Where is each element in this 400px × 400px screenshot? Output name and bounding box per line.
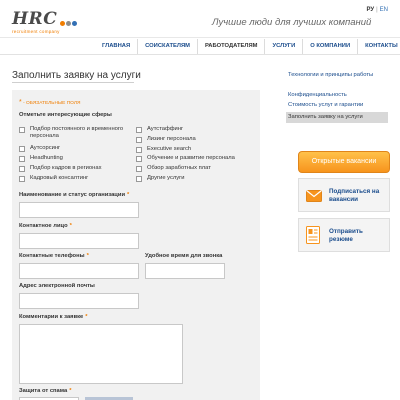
title-underline bbox=[12, 82, 134, 83]
lang-separator: | bbox=[376, 7, 378, 13]
checkbox-executive-search[interactable] bbox=[136, 146, 191, 153]
comment-label bbox=[19, 314, 88, 320]
checkbox-box[interactable] bbox=[136, 127, 142, 133]
nav-item-contacts[interactable]: КОНТАКТЫ bbox=[365, 43, 398, 49]
contact-input[interactable] bbox=[19, 233, 139, 249]
spam-label-text: Защита от спама bbox=[19, 388, 68, 394]
call-time-label: Удобное время для звонка bbox=[145, 253, 223, 259]
email-label: Адрес электронной почты bbox=[19, 283, 95, 289]
checkbox-label: Аутсорсинг bbox=[30, 145, 61, 151]
checkbox-box[interactable] bbox=[19, 156, 25, 162]
logo-dots bbox=[60, 13, 78, 31]
checkbox-regions[interactable] bbox=[19, 165, 101, 172]
checkbox-salary-review[interactable] bbox=[136, 165, 211, 172]
phones-label-text: Контактные телефоны bbox=[19, 253, 85, 259]
main-nav bbox=[0, 39, 400, 54]
nav-item-home[interactable]: ГЛАВНАЯ bbox=[95, 39, 138, 54]
checkbox-label: Подбор постоянного и временного персонала bbox=[30, 126, 124, 139]
email-input[interactable] bbox=[19, 293, 139, 309]
site-header bbox=[0, 0, 400, 38]
checkbox-consulting[interactable] bbox=[19, 175, 88, 182]
sidebar-item-pricing[interactable]: Стоимость услуг и гарантии bbox=[288, 102, 364, 108]
comment-label-text: Комментарии к заявке bbox=[19, 314, 84, 320]
checkbox-outsourcing[interactable] bbox=[19, 145, 60, 152]
required-note-text: - ОБЯЗАТЕЛЬНЫЕ ПОЛЯ bbox=[23, 101, 81, 106]
phones-input[interactable] bbox=[19, 263, 139, 279]
lang-ru[interactable]: РУ bbox=[366, 7, 375, 13]
envelope-icon bbox=[306, 189, 322, 207]
checkbox-label: Обзор заработных плат bbox=[147, 165, 211, 171]
checkbox-label: Аутстаффинг bbox=[147, 126, 184, 132]
header-divider bbox=[0, 37, 400, 38]
required-star: * bbox=[127, 192, 130, 198]
resume-card[interactable] bbox=[298, 218, 390, 252]
org-label bbox=[19, 192, 129, 198]
org-input[interactable] bbox=[19, 202, 139, 218]
checkbox-label: Обучение и развитие персонала bbox=[147, 155, 235, 161]
page-title: Заполнить заявку на услуги bbox=[12, 70, 141, 81]
contact-label-text: Контактное лицо bbox=[19, 223, 68, 229]
resume-card-label: Отправить резюме bbox=[329, 228, 363, 243]
comment-textarea[interactable] bbox=[19, 324, 183, 384]
subscribe-card-label: Подписаться на вакансии bbox=[329, 188, 380, 203]
checkbox-label: Подбор кадров в регионах bbox=[30, 165, 102, 171]
checkbox-box[interactable] bbox=[19, 166, 25, 172]
resume-document-icon bbox=[306, 226, 320, 249]
spam-label bbox=[19, 388, 71, 394]
required-star: * bbox=[86, 253, 89, 259]
checkbox-box[interactable] bbox=[19, 176, 25, 182]
checkbox-leasing[interactable] bbox=[136, 136, 196, 143]
checkbox-label: Headhunting bbox=[30, 155, 63, 161]
checkbox-headhunting[interactable] bbox=[19, 155, 63, 162]
required-star: * bbox=[85, 314, 88, 320]
nav-item-candidates[interactable]: СОИСКАТЕЛЯМ bbox=[138, 39, 198, 54]
checkbox-box[interactable] bbox=[136, 176, 142, 182]
checkbox-box[interactable] bbox=[136, 166, 142, 172]
language-switcher bbox=[366, 7, 388, 13]
checkbox-label: Лизинг персонала bbox=[147, 136, 196, 142]
logo-text: HRC bbox=[12, 9, 58, 29]
request-form bbox=[12, 90, 260, 400]
subscribe-card[interactable] bbox=[298, 178, 390, 212]
checkbox-other[interactable] bbox=[136, 175, 185, 182]
nav-divider bbox=[0, 54, 400, 55]
sidebar-item-request[interactable]: Заполнить заявку на услуги bbox=[286, 112, 388, 123]
checkbox-label: Другие услуги bbox=[147, 175, 185, 181]
sidebar-item-technologies[interactable]: Технологии и принципы работы bbox=[288, 72, 374, 78]
required-star: * bbox=[69, 388, 72, 394]
checkbox-recruitment[interactable] bbox=[19, 126, 131, 140]
logo-subtitle: recruitment company bbox=[12, 29, 60, 34]
checkbox-box[interactable] bbox=[19, 146, 25, 152]
nav-item-employers[interactable]: РАБОТОДАТЕЛЯМ bbox=[198, 39, 266, 54]
spheres-label: Отметьте интересующие сферы bbox=[19, 112, 112, 118]
checkbox-box[interactable] bbox=[136, 156, 142, 162]
phones-label bbox=[19, 253, 89, 259]
checkbox-box[interactable] bbox=[136, 147, 142, 153]
checkbox-outstaffing[interactable] bbox=[136, 126, 183, 133]
checkbox-label: Executive search bbox=[147, 146, 192, 152]
call-time-input[interactable] bbox=[145, 263, 225, 279]
nav-item-about[interactable]: О КОМПАНИИ bbox=[303, 39, 358, 54]
slogan: Лучшие люди для лучших компаний bbox=[212, 17, 372, 28]
org-label-text: Наименование и статус организации bbox=[19, 192, 126, 198]
sidebar-item-confidentiality[interactable]: Конфиденциальность bbox=[288, 92, 347, 98]
open-vacancies-button[interactable]: Открытые вакансии bbox=[298, 151, 390, 173]
checkbox-box[interactable] bbox=[19, 127, 25, 133]
checkbox-box[interactable] bbox=[136, 137, 142, 143]
nav-item-services[interactable]: УСЛУГИ bbox=[265, 39, 303, 54]
checkbox-training[interactable] bbox=[136, 155, 235, 162]
checkbox-label: Кадровый консалтинг bbox=[30, 175, 89, 181]
contact-label bbox=[19, 223, 72, 229]
logo[interactable] bbox=[12, 9, 122, 37]
required-note bbox=[19, 99, 80, 106]
required-star: * bbox=[69, 223, 72, 229]
lang-en[interactable]: EN bbox=[379, 7, 388, 13]
required-star: * bbox=[19, 99, 22, 106]
